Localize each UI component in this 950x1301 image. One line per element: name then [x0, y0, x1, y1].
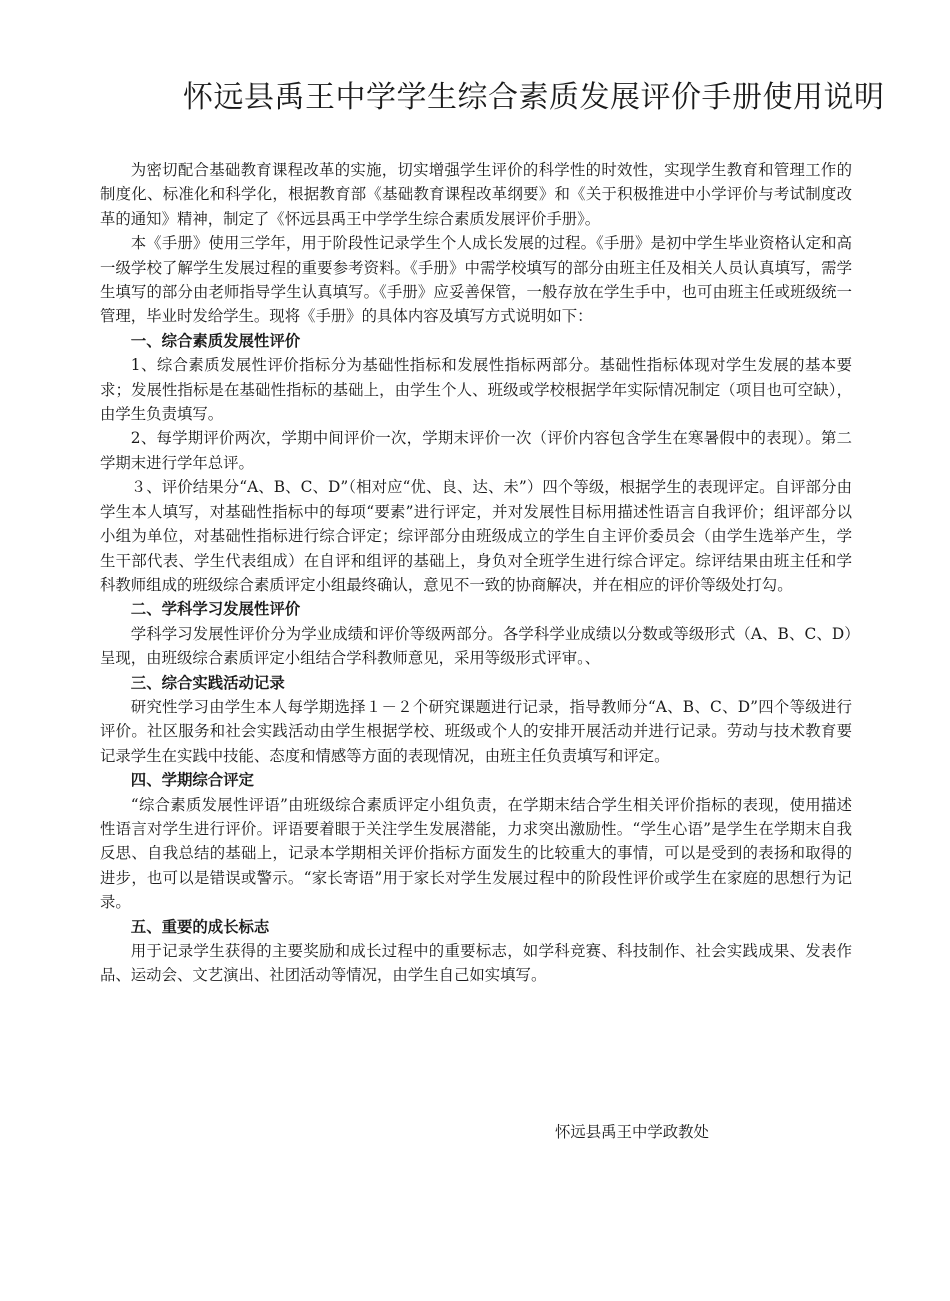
section-heading-3: 三、综合实践活动记录 — [130, 673, 285, 692]
section-heading-4: 四、学期综合评定 — [130, 771, 254, 790]
section-4-paragraph-1: “综合素质发展性评语”由班级综合素质评定小组负责，在学期末结合学生相关评价指标的表现，使用描述性语言对学生进行评价。评语要着眼于关注学生发展潜能，力求突出激励性。“学生心语”是学生在学期末自我反思、自我总结的基础上，记录本学期相关评价指标方面发生的比较重大的事情，可以是受到的表扬和取得的进步，也可以是错误或警示。“家长寄语”用于家长对学生发展过程中的阶段性评价或学生在家庭的思想行为记录。 — [100, 795, 852, 912]
intro-paragraph-1: 为密切配合基础教育课程改革的实施，切实增强学生评价的科学性的时效性，实现学生教育和管理工作的制度化、标准化和科学化，根据教育部《基础教育课程改革纲要》和《关于积极推进中小学评价与考试制度改革的通知》精神，制定了《怀远县禹王中学学生综合素质发展评价手册》。 — [100, 161, 852, 228]
section-heading-5: 五、重要的成长标志 — [130, 917, 270, 936]
document-title: 怀远县禹王中学学生综合素质发展评价手册使用说明 — [183, 80, 885, 115]
section-3-paragraph-1: 研究性学习由学生本人每学期选择１－２个研究课题进行记录，指导教师分“A、B、C、D”四个等级进行评价。社区服务和社会实践活动由学生根据学校、班级或个人的安排开展活动并进行记录。劳动与技术教育要记录学生在实践中技能、态度和情感等方面的表现情况，由班主任负责填写和评定。 — [100, 697, 852, 765]
issuer-signature: 怀远县禹王中学政教处 — [555, 1123, 709, 1141]
section-1-paragraph-2: 2、每学期评价两次，学期中间评价一次，学期末评价一次（评价内容包含学生在寒暑假中的表现）。第二学期末进行学年总评。 — [100, 429, 852, 472]
section-heading-1: 一、综合素质发展性评价 — [130, 331, 301, 350]
section-1-paragraph-3: ３、评价结果分“A、B、C、D”（相对应“优、良、达、未”）四个等级，根据学生的表现评定。自评部分由学生本人填写，对基础性指标中的每项“要素”进行评定，并对发展性目标用描述性语言自我评价；组评部分以小组为单位，对基础性指标进行综合评定；综评部分由班级成立的学生自主评价委员会（由学生选举产生，学生干部代表、学生代表组成）在自评和组评的基础上，身负对全班学生进行综合评定。综评结果由班主任和学科教师组成的班级综合素质评定小组最终确认，意见不一致的协商解决，并在相应的评价等级处打勾。 — [100, 478, 852, 594]
section-5-paragraph-1: 用于记录学生获得的主要奖励和成长过程中的重要标志，如学科竞赛、科技制作、社会实践成果、发表作品、运动会、文艺演出、社团活动等情况，由学生自己如实填写。 — [100, 942, 852, 985]
section-2-paragraph-1: 学科学习发展性评价分为学业成绩和评价等级两部分。各学科学业成绩以分数或等级形式（A、B、C、D）呈现，由班级综合素质评定小组结合学科教师意见，采用等级形式评审。、 — [100, 624, 852, 668]
document-body — [100, 158, 852, 988]
section-1-paragraph-1: 1、综合素质发展性评价指标分为基础性指标和发展性指标两部分。基础性指标体现对学生发展的基本要求；发展性指标是在基础性指标的基础上，由学生个人、班级或学校根据学年实际情况制定（项目也可空缺），由学生负责填写。 — [100, 356, 852, 424]
section-heading-2: 二、学科学习发展性评价 — [130, 600, 301, 619]
intro-paragraph-2: 本《手册》使用三学年，用于阶段性记录学生个人成长发展的过程。《手册》是初中学生毕业资格认定和高一级学校了解学生发展过程的重要参考资料。《手册》中需学校填写的部分由班主任及相关人员认真填写，需学生填写的部分由老师指导学生认真填写。《手册》应妥善保管，一般存放在学生手中，也可由班主任或班级统一管理，毕业时发给学生。现将《手册》的具体内容及填写方式说明如下： — [100, 234, 852, 326]
